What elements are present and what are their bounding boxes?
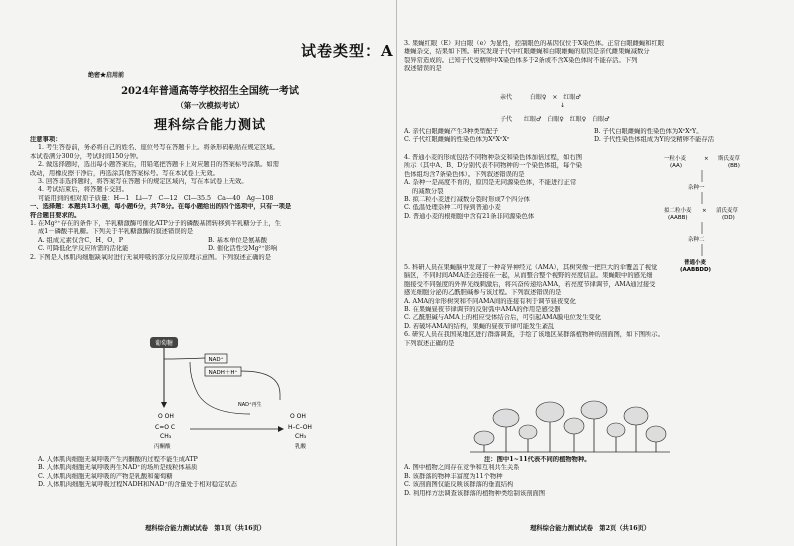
q5-stem: 脑区，不同时间AMA还会连接在一起，从而整合整个视野的亮度信息。果蝇眼中的感光细 [404, 272, 653, 280]
q5-stem: 胞接受不同强度的外界光线刺激后，将兴奋传递给AMA，若亮度节律调节，AMA通过接受 [404, 280, 656, 288]
q5-option-a: A. AMA的伞形树突和不同AMA间的连接有利于调节昼夜变化 [404, 297, 576, 305]
q6-stem: 6. 研究人员在我国某地区进行群落调查，手绘了该地区某群落植物种的剖面图，如下图所示。 [404, 331, 664, 339]
wheat-einkorn: 一粒小麦 [664, 156, 687, 162]
cross-arrow: ↓ [560, 102, 566, 109]
wheat-speltoides-genome: (BB) [728, 163, 740, 169]
q2-option-d: D. 人体肌肉细胞无氧呼吸过程NADH和NAD⁺的含量处于相对稳定状态 [38, 481, 237, 489]
nad-regen-label: NAD⁺再生 [238, 402, 262, 408]
note-line: 改动，用橡皮擦干净后，再选涂其他答案标号。写在本试卷上无效。 [30, 169, 219, 177]
cross-children: 子代 红眼♂ 白眼♀ 红眼♀ 白眼♂ [500, 116, 610, 123]
notes-section [30, 136, 390, 262]
tree-shape [624, 407, 648, 425]
note-line: 4. 考试结束后，将答题卡交回。 [38, 186, 128, 194]
q4-option-c: C. 低温处理杂种二可得到普通小麦 [404, 204, 501, 212]
exam-title: 2024年普通高等学校招生全国统一考试 [121, 86, 299, 97]
tree-shape [536, 402, 564, 422]
tree-shape [493, 409, 519, 427]
hybrid-two: 杂种二 [688, 237, 705, 243]
hybrid-one: 杂种一 [688, 185, 705, 191]
q2-options [30, 456, 390, 490]
note-line: 2. 做选择题时，选出每小题答案后，用铅笔把答题卡上对应题目的答案标号涂黑。如需 [38, 161, 279, 169]
pyruvate-label: 丙酮酸 [154, 444, 171, 450]
wheat-tauschii: 滔氏麦草 [716, 208, 739, 214]
page-footer-right: 理科综合能力测试试卷 第2页（共16页） [530, 525, 651, 532]
q4-option-a: A. 杂种一是高度不育的，原因是无同源染色体，不能进行正常 [404, 179, 577, 187]
exam-subtitle: （第一次模拟考试） [176, 101, 244, 110]
wheat-emmer: 拟二粒小麦 [664, 208, 692, 214]
q1-stem: 1. 在Mg²⁺存在的条件下，半乳糖激酶可催化ATP分子的磷酸基团转移到半乳糖分子上，生 [30, 220, 282, 228]
q1-option-b: B. 基本单位是氨基酸 [208, 236, 268, 244]
q2-option-b: B. 人体肌肉细胞无氧呼吸再生NAD⁺的场所是线粒体基质 [38, 464, 198, 472]
q6-option-b: B. 该群落的物种丰富度为11个物种 [404, 472, 503, 480]
pyruvate-structure: C=O C [155, 424, 176, 431]
q6-options [404, 456, 784, 498]
note-line: 可能用到的相对原子质量：H—1 Li—7 C—12 Cl—35.5 Ca—40 Ag—108 [38, 194, 274, 202]
q2-option-c: C. 人体肌肉细胞无氧呼吸的产物是乳酸和葡萄糖 [38, 472, 173, 480]
exam-subject: 理科综合能力测试 [153, 118, 266, 133]
tree-shape [564, 418, 584, 434]
q5-option-c: C. 乙酰胆碱与AMA上的相应受体结合后，可引起AMA膜电位发生变化 [404, 314, 602, 322]
q6-option-a: A. 图中植物之间存在竞争和互利共生关系 [404, 464, 520, 472]
reaction-arrowhead [278, 426, 284, 432]
glycolysis-arrowhead [161, 402, 167, 408]
q3-option-c: C. 子代红眼雌蝇的性染色体为XᴱXᵉXᵉ [404, 136, 510, 144]
q6-option-c: C. 该剖面图仅能反映该群落的垂直结构 [404, 481, 514, 489]
q3-option-d: D. 子代性染色体组成为Y的受精卵不能存活 [594, 136, 715, 144]
q4-option-b: B. 拟二粒小麦进行减数分裂时形成7个四分体 [404, 196, 530, 204]
tree-shape [581, 401, 607, 419]
secret-mark: 绝密★启用前 [88, 72, 125, 79]
pyruvate-methyl: CH₃ [160, 433, 172, 440]
wheat-tauschii-genome: (DD) [722, 215, 735, 221]
q4-option-d: D. 普通小麦的根细胞中含有21条非同源染色体 [404, 212, 535, 220]
nadh-label: NADH＋H⁺ [208, 370, 238, 376]
q1-options-row1 [30, 237, 390, 245]
q3-block [404, 40, 784, 74]
q4-block [404, 154, 662, 221]
q5-option-d: D. 若破坏AMA的结构，果蝇的昼夜节律可能发生紊乱 [404, 322, 555, 330]
q4-stem: 4. 普通小麦的形成包括不同物种杂交和染色体加倍过程，如右图 [404, 154, 583, 161]
q6-option-d: D. 利用样方法调查该群落的植物种类绘制该剖面图 [404, 489, 546, 497]
q3-stem: 叙述错误的是 [404, 65, 442, 73]
lactate-structure: H–C–OH [288, 424, 312, 431]
q2-option-a: A. 人体肌肉细胞无氧呼吸产生丙酮酸的过程不能生成ATP [38, 456, 198, 463]
note-line: 3. 回答非选择题时，将答案写在答题卡的规定区域内，写在本试卷上无效。 [38, 178, 248, 186]
pyruvate-formula: O OH [158, 413, 174, 420]
wheat-common-genome: (AABBDD) [680, 267, 712, 273]
q5-option-b: B. 在果蝇昼夜节律调节的反射弧中AMA的作用是感受器 [404, 306, 561, 314]
q3-stem: 3. 果蝇红眼（E）对白眼（e）为显性，控制眼色的基因仅位于X染色体。正常白眼雌蝇和红眼 [404, 40, 665, 47]
lactate-label: 乳酸 [295, 444, 307, 450]
q6-caption: 注：图中1~11代表不同的植物物种。 [484, 456, 591, 463]
note-line: 本试卷满分300分，考试时间150分钟。 [30, 152, 143, 160]
cross-parents: 亲代 白眼♀ × 红眼♂ [500, 94, 581, 101]
lactate-methyl: CH₃ [295, 433, 307, 440]
glucose-label: 葡萄糖 [154, 340, 174, 347]
cross-symbol: × [704, 156, 709, 162]
note-line: 1. 考生答卷前，务必将自己的姓名、座位号写在答题卡上。将条形码粘贴在规定区域。 [38, 144, 279, 152]
q3-stem: 雄蝇杂交，结果如下图。研究发现子代中红眼雌蝇和白眼雄蝇的原因是亲代雌果蝇减数分 [404, 48, 650, 56]
q1-option-c: C. 可降低化学反应所需的活化能 [38, 245, 129, 253]
q4-stem: 所示（其中A、B、D分别代表不同物种的一个染色体组，每个染 [404, 162, 582, 170]
tree-shape [607, 423, 625, 437]
section-heading: 一、选择题：本题共13小题，每小题6分，共78分。在每小题给出的四个选项中，只有一项是 [30, 203, 292, 211]
fruitfly-cross-diagram [500, 92, 720, 126]
tree-shape [646, 426, 666, 442]
q2-stem: 2. 下图是人体肌肉细胞缺氧时进行无氧呼吸的部分反应原理示意图。下列叙述正确的是 [30, 253, 271, 261]
notes-title: 注意事项： [30, 136, 62, 143]
q5-stem: 5. 科研人员在果蝇脑中发现了一种奇异神经元（AMA），其树突像一把巨大的伞覆盖了视觉 [404, 264, 658, 271]
q1-option-a: A. 组成元素仅含C、H、O、P [38, 236, 123, 244]
tree-shape [519, 425, 537, 439]
nad-label: NAD⁺ [208, 357, 224, 363]
cross-symbol: × [702, 208, 707, 214]
q1-options-row2 [30, 245, 390, 253]
wheat-common: 普通小麦 [684, 260, 707, 266]
nad-arrow [164, 358, 205, 359]
q3-stem: 裂异常造成的。已知子代受精卵中X染色体多于2条或不含X染色体时不能存活。下列 [404, 56, 638, 64]
q3-option-a: A. 亲代白眼雌蝇产生3种类型配子 [404, 128, 499, 135]
page-footer-left: 理科综合能力测试试卷 第1页（共16页） [145, 525, 266, 532]
wheat-emmer-genome: (AABB) [668, 215, 688, 221]
respiration-diagram [150, 334, 340, 454]
exam-type-label: 试卷类型：A [301, 42, 394, 60]
q3-options [404, 128, 784, 145]
wheat-speltoides: 斯氏麦草 [718, 156, 741, 162]
nadh-to-lactate-arrow [241, 371, 280, 400]
q6-stem: 下列叙述正确的是 [404, 339, 455, 347]
q5-block [404, 264, 784, 348]
q5-stem: 感光细胞分泌的乙酰胆碱参与该过程。下列叙述错误的是 [404, 289, 562, 297]
community-profile-figure [470, 398, 670, 456]
q1-stem-cont: 成1－磷酸半乳糖。下列关于半乳糖激酶的叙述错误的是 [38, 228, 194, 236]
page-divider [396, 0, 397, 546]
q3-option-b: B. 子代白眼雌蝇的性染色体为XᵉXᵉY。 [594, 128, 703, 135]
tree-shape [474, 431, 494, 445]
section-heading-cont: 符合题目要求的。 [30, 211, 81, 219]
lactate-formula: O OH [290, 413, 306, 420]
q4-stem: 色体组均含7条染色体）。下列叙述错误的是 [404, 170, 525, 178]
q4-option-a-cont: 的减数分裂 [412, 187, 444, 195]
wheat-einkorn-genome: (AA) [670, 163, 682, 169]
q1-option-d: D. 催化活性受Mg²⁺影响 [208, 245, 278, 253]
tree-group [474, 401, 666, 445]
